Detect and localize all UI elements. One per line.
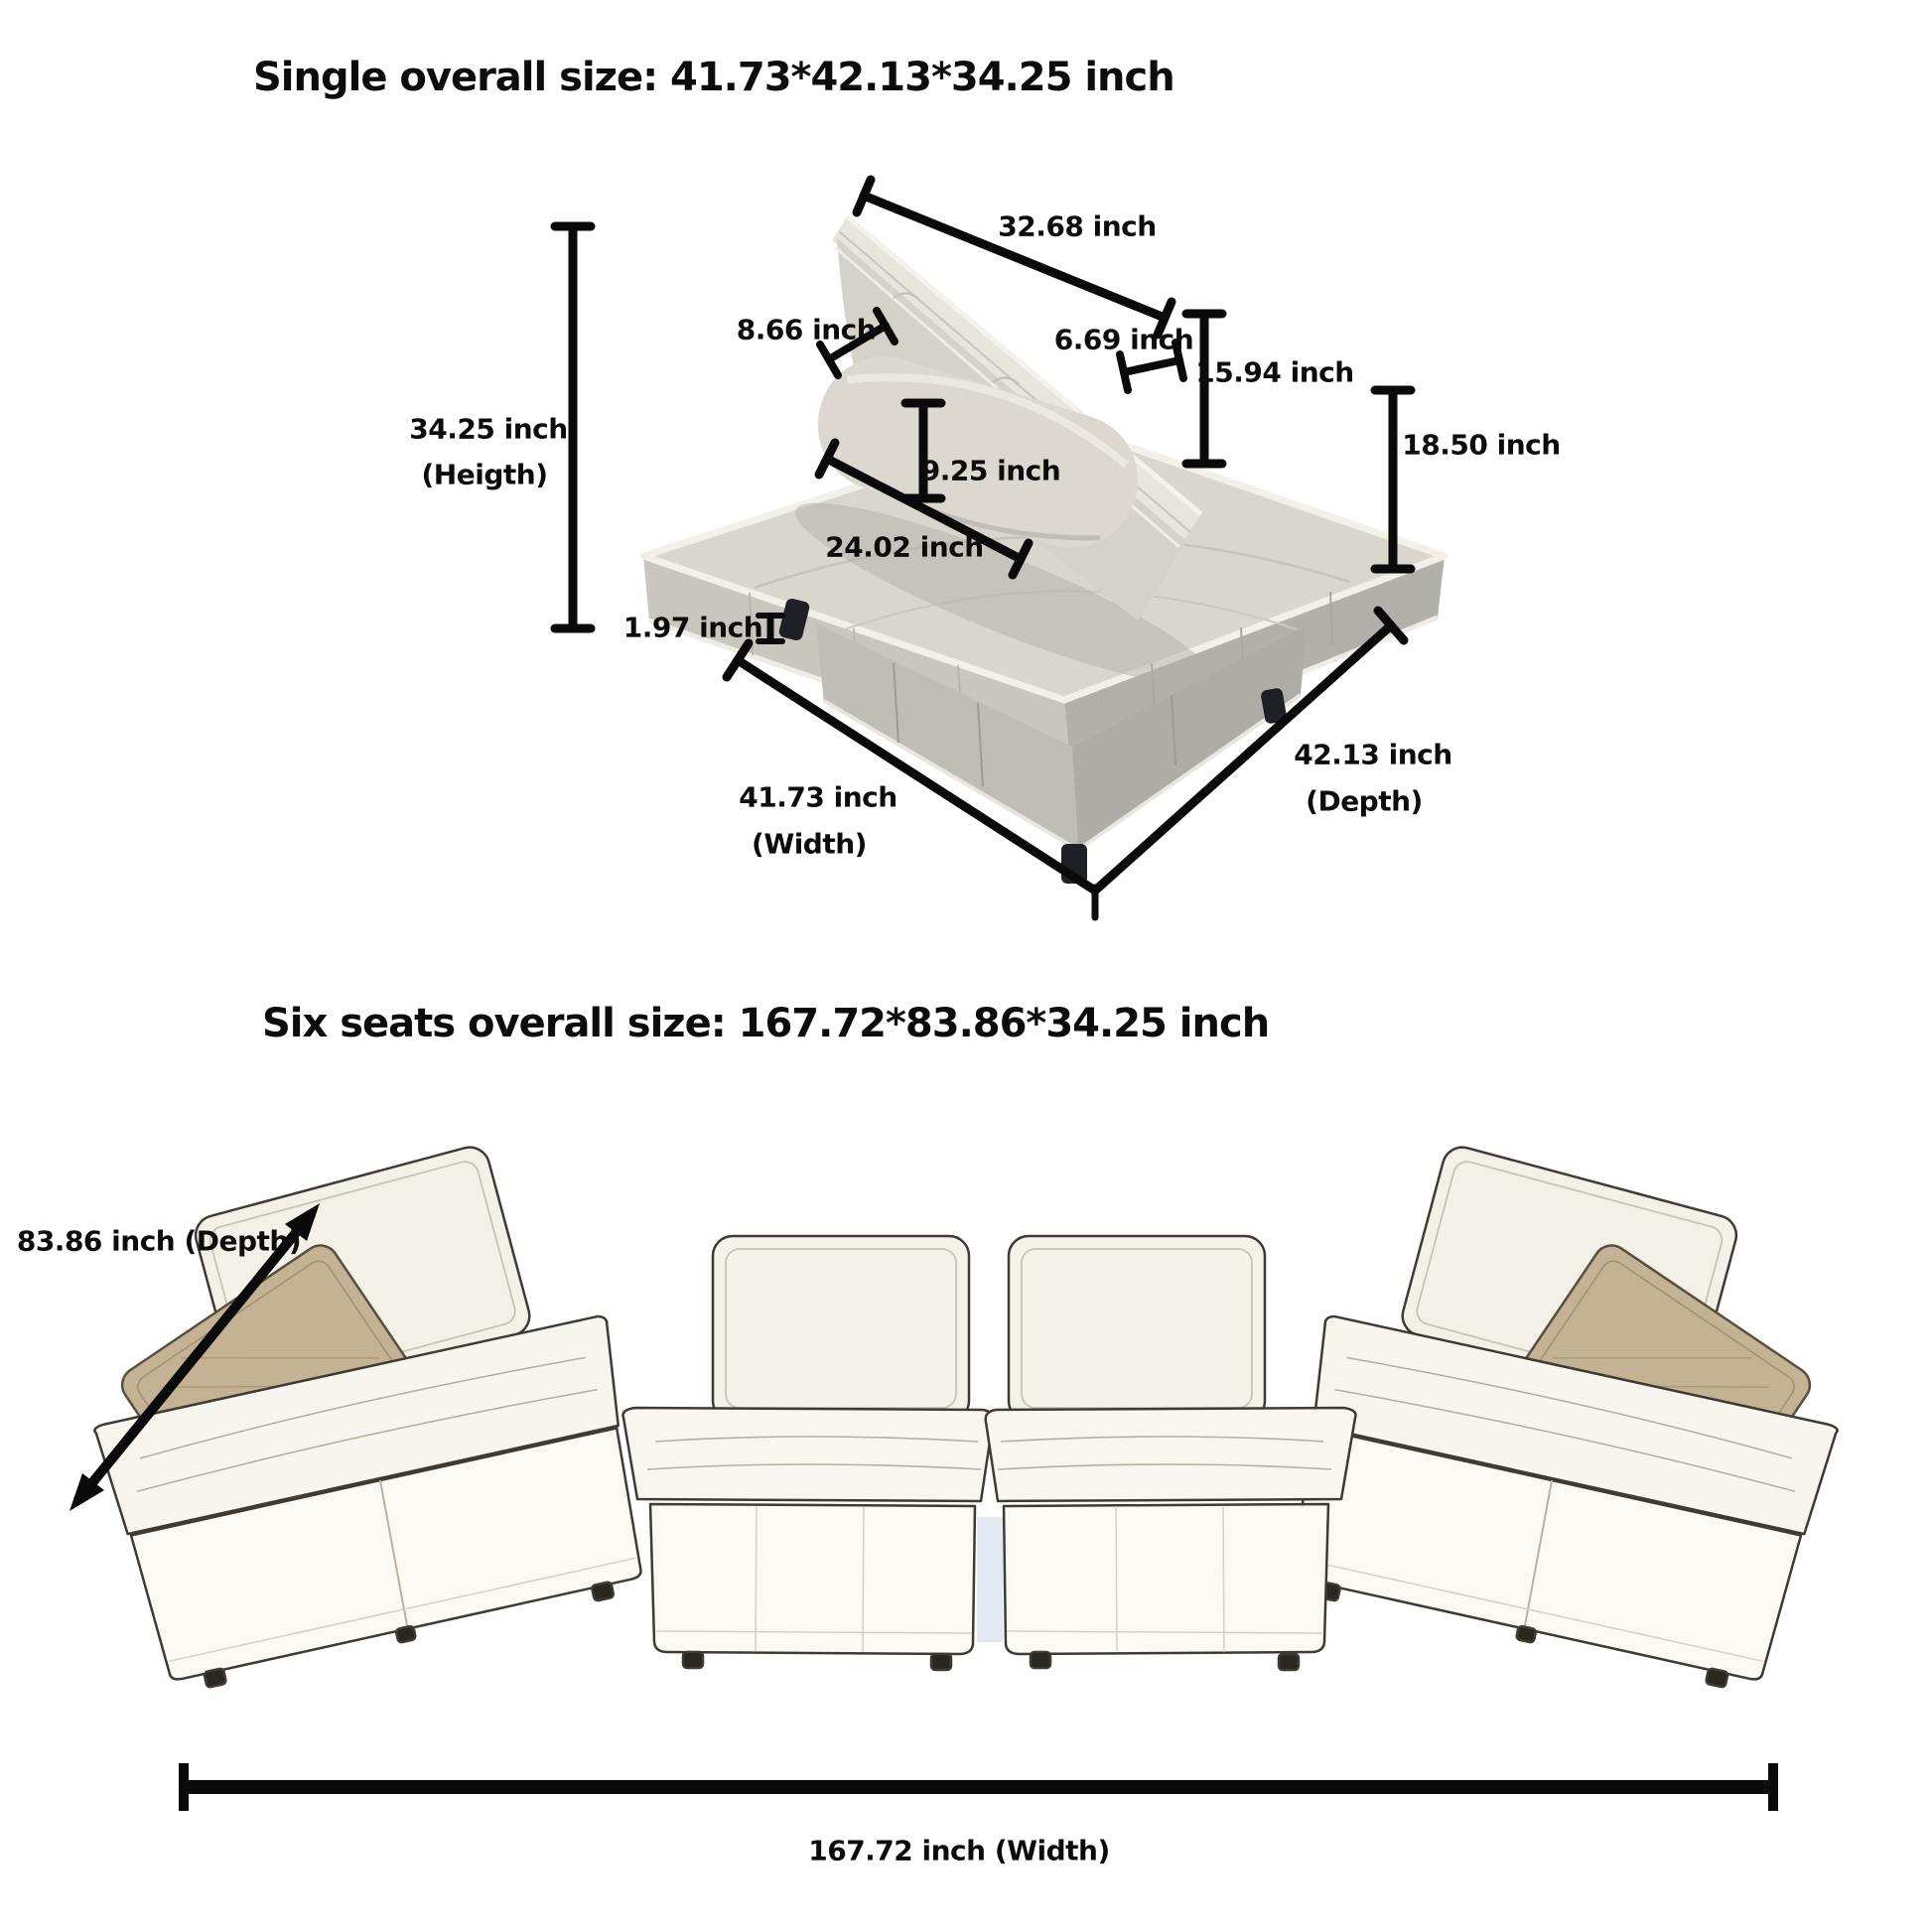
dim-armrest-width-label: 24.02 inch xyxy=(825,530,984,564)
center-left-seat xyxy=(623,1408,994,1501)
dim-leg-height-label: 1.97 inch xyxy=(622,611,763,644)
dim-overall-height-label: 34.25 inch xyxy=(409,412,568,446)
six-width-label: 167.72 inch (Width) xyxy=(808,1834,1110,1867)
dim-overall-height-note: (Heigth) xyxy=(421,458,548,491)
dim-depth-note: (Depth) xyxy=(1306,784,1423,818)
single-size-title: Single overall size: 41.73*42.13*34.25 inch xyxy=(253,55,1174,100)
center-left-back-cushion xyxy=(713,1236,969,1421)
six-depth-label: 83.86 inch (Depth) xyxy=(16,1224,302,1258)
center-right-back-cushion xyxy=(1009,1236,1265,1421)
dim-cushion-gap-label: 6.69 inch xyxy=(1053,323,1194,356)
six-seat-illustration xyxy=(53,1126,1878,1700)
center-right-module xyxy=(986,1236,1356,1670)
width-dimension-line xyxy=(184,1763,1773,1811)
dim-base-height-label: 18.50 inch xyxy=(1402,428,1561,462)
center-gap-shadow xyxy=(977,1517,1003,1642)
right-wing-modules xyxy=(1268,1126,1878,1700)
dim-back-height-label: 15.94 inch xyxy=(1195,355,1354,389)
dim-armrest-height-label: 9.25 inch xyxy=(920,454,1061,487)
dim-back-thickness-label: 8.66 inch xyxy=(736,313,877,346)
dim-width-note: (Width) xyxy=(752,827,867,861)
center-right-seat xyxy=(986,1408,1356,1501)
dim-back-width-label: 32.68 inch xyxy=(998,209,1157,243)
dim-width-label: 41.73 inch xyxy=(739,780,897,814)
dim-depth-label: 42.13 inch xyxy=(1294,738,1452,771)
center-left-module xyxy=(623,1236,994,1670)
six-size-title: Six seats overall size: 167.72*83.86*34.25 inch xyxy=(262,1001,1270,1046)
